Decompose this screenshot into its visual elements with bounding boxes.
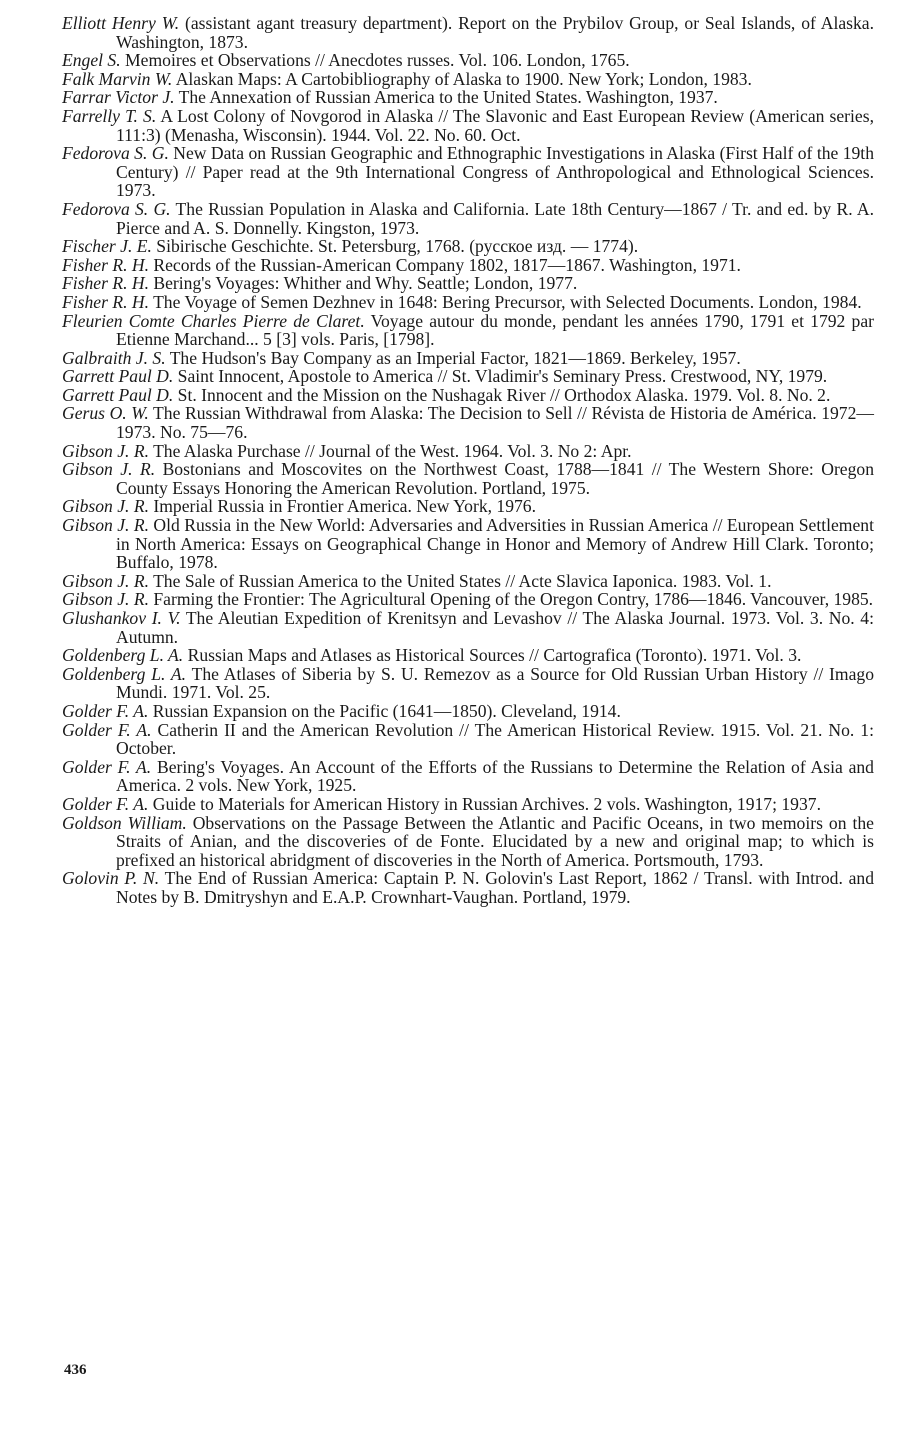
entry-author: Garrett Paul D.: [62, 366, 174, 387]
entry-text: The Hudson's Bay Company as an Imperial Factor, 1821—1869. Berkeley, 1957.: [165, 347, 741, 368]
bibliography-entry: [62, 312, 874, 349]
entry-text: Sibirische Geschichte. St. Petersburg, 1768. (русское изд. — 1774).: [151, 236, 639, 257]
entry-text: The Voyage of Semen Dezhnev in 1648: Bering Precursor, with Selected Documents. London, 1984.: [148, 291, 862, 312]
entry-author: Goldson William.: [62, 812, 187, 833]
bibliography-entry: [62, 274, 874, 293]
bibliography-entry: [62, 590, 874, 609]
bibliography-entry: [62, 144, 874, 200]
bibliography-entry: [62, 88, 874, 107]
entry-text: Alaskan Maps: A Cartobibliography of Alaska to 1900. New York; London, 1983.: [172, 68, 752, 89]
bibliography-entry: [62, 721, 874, 758]
entry-author: Farrelly T. S.: [62, 105, 157, 126]
entry-author: Gibson J. R.: [62, 459, 156, 480]
bibliography-entry: [62, 51, 874, 70]
entry-text: The Atlases of Siberia by S. U. Remezov as a Source for Old Russian Urban History // Imago Mundi. 1971. Vol. 25.: [116, 663, 874, 703]
entry-text: Catherin II and the American Revolution // The American Historical Review. 1915. Vol. 21. No. 1: October.: [116, 719, 874, 759]
bibliography-entry: [62, 442, 874, 461]
bibliography-entry: [62, 795, 874, 814]
entry-text: New Data on Russian Geographic and Ethnographic Investigations in Alaska (First Half of the 19th Century) // Paper read at the 9th International Congress of Anthropological and Ethnological Sciences. 1973.: [116, 143, 874, 201]
entry-author: Galbraith J. S.: [62, 347, 166, 368]
bibliography-entry: [62, 702, 874, 721]
entry-author: Goldenberg L. A.: [62, 663, 187, 684]
bibliography-entry: [62, 200, 874, 237]
entry-author: Fedorova S. G.: [62, 198, 171, 219]
entry-author: Elliott Henry W.: [62, 13, 180, 33]
bibliography-entry: [62, 814, 874, 870]
bibliography-entry: [62, 665, 874, 702]
entry-author: Glushankov I. V.: [62, 608, 181, 628]
entry-text: Russian Maps and Atlases as Historical Sources // Cartografica (Toronto). 1971. Vol. 3.: [183, 645, 802, 666]
entry-author: Fleurien Comte Charles Pierre de Claret.: [62, 310, 365, 331]
entry-text: Memoires et Observations // Anecdotes russes. Vol. 106. London, 1765.: [120, 50, 630, 71]
entry-author: Golder F. A.: [62, 719, 152, 740]
entry-text: The Russian Population in Alaska and California. Late 18th Century—1867 / Tr. and ed. by R. A. Pierce and A. S. Donnelly. Kingston, 1973.: [116, 198, 875, 238]
bibliography-entry: [62, 497, 874, 516]
entry-author: Fischer J. E.: [62, 236, 152, 257]
entry-text: Guide to Materials for American History in Russian Archives. 2 vols. Washington, 1917; 1937.: [148, 793, 821, 814]
bibliography-entry: [62, 609, 874, 646]
entry-text: The Alaska Purchase // Journal of the West. 1964. Vol. 3. No 2: Apr.: [148, 440, 632, 461]
entry-author: Fisher R. H.: [62, 273, 149, 294]
entry-text: Old Russia in the New World: Adversaries and Adversities in Russian America // European Settlement in North America: Essays on Geographical Change in Honor and Memory of Andrew Hill Clark. Toronto; Buffalo, 1978.: [116, 515, 874, 573]
entry-author: Gibson J. R.: [62, 570, 149, 591]
entry-author: Fisher R. H.: [62, 291, 149, 312]
entry-text: Saint Innocent, Apostole to America // St. Vladimir's Seminary Press. Crestwood, NY, 1979.: [173, 366, 828, 387]
page-number: 436: [64, 1362, 87, 1378]
bibliography-entry: [62, 646, 874, 665]
entry-text: Farming the Frontier: The Agricultural Opening of the Oregon Contry, 1786—1846. Vancouver, 1985.: [148, 589, 874, 610]
entry-text: Observations on the Passage Between the Atlantic and Pacific Oceans, in two memoirs on the Straits of Anian, and the discoveries of de Fonte. Elucidated by a new and original map; to which is prefixed an historical abridgment of discoveries in the North of America. Portsmouth, 1793.: [116, 812, 874, 870]
entry-text: Bering's Voyages. An Account of the Efforts of the Russians to Determine the Relation of Asia and America. 2 vols. New York, 1925.: [116, 756, 874, 796]
entry-author: Golder F. A.: [62, 700, 149, 721]
entry-text: The Aleutian Expedition of Krenitsyn and Levashov // The Alaska Journal. 1973. Vol. 3. No. 4: Autumn.: [116, 608, 874, 647]
bibliography-entry: [62, 404, 874, 441]
entry-author: Fedorova S. G.: [62, 143, 169, 164]
bibliography-entry: [62, 349, 874, 368]
entry-text: Records of the Russian-American Company 1802, 1817—1867. Washington, 1971.: [148, 254, 741, 275]
entry-author: Gerus O. W.: [62, 403, 149, 424]
entry-text: The Annexation of Russian America to the United States. Washington, 1937.: [174, 87, 718, 108]
entry-text: Bostonians and Moscovites on the Northwest Coast, 1788—1841 // The Western Shore: Oregon County Essays Honoring the American Revolution. Portland, 1975.: [116, 459, 874, 498]
entry-author: Falk Marvin W.: [62, 68, 173, 89]
entry-text: A Lost Colony of Novgorod in Alaska // The Slavonic and East European Review (American series, 111:3) (Menasha, Wisconsin). 1944. Vol. 22. No. 60. Oct.: [116, 105, 874, 145]
bibliography-entry: [62, 516, 874, 572]
bibliography-entry: [62, 367, 874, 386]
bibliography-entry: [62, 70, 874, 89]
bibliography-entry: [62, 572, 874, 591]
entry-author: Engel S.: [62, 50, 121, 71]
bibliography-entry: [62, 460, 874, 497]
entry-text: The Sale of Russian America to the United States // Acte Slavica Iaponica. 1983. Vol. 1.: [148, 570, 772, 591]
entry-author: Garrett Paul D.: [62, 384, 174, 405]
bibliography-entry: [62, 237, 874, 256]
entry-text: Bering's Voyages: Whither and Why. Seattle; London, 1977.: [148, 273, 578, 294]
entry-author: Golovin P. N.: [62, 868, 160, 889]
entry-text: St. Innocent and the Mission on the Nushagak River // Orthodox Alaska. 1979. Vol. 8. No. 2.: [173, 384, 831, 405]
entry-author: Farrar Victor J.: [62, 87, 175, 108]
entry-text: Russian Expansion on the Pacific (1641—1850). Cleveland, 1914.: [148, 700, 621, 721]
entry-author: Goldenberg L. A.: [62, 645, 184, 666]
entry-author: Gibson J. R.: [62, 440, 149, 461]
entry-author: Gibson J. R.: [62, 496, 149, 517]
entry-text: The End of Russian America: Captain P. N. Golovin's Last Report, 1862 / Transl. with Introd. and Notes by B. Dmitryshyn and E.A.P. Crownhart-Vaughan. Portland, 1979.: [116, 868, 874, 907]
entry-text: (assistant agant treasury department). Report on the Prybilov Group, or Seal Islands, of Alaska. Washington, 1873.: [116, 13, 875, 52]
entry-author: Golder F. A.: [62, 756, 152, 777]
bibliography-entry: [62, 758, 874, 795]
bibliography-entry: [62, 107, 874, 144]
bibliography-entry: [62, 869, 874, 906]
bibliography-entry: [62, 293, 874, 312]
entry-author: Fisher R. H.: [62, 254, 149, 275]
bibliography-list: [62, 14, 874, 907]
bibliography-entry: [62, 386, 874, 405]
entry-author: Gibson J. R.: [62, 515, 149, 536]
bibliography-entry: [62, 256, 874, 275]
entry-text: Imperial Russia in Frontier America. New York, 1976.: [148, 496, 536, 517]
entry-author: Gibson J. R.: [62, 589, 149, 610]
bibliography-entry: [62, 14, 874, 51]
entry-author: Golder F. A.: [62, 793, 149, 814]
entry-text: Voyage autour du monde, pendant les années 1790, 1791 et 1792 par Etienne Marchand... 5 [3] vols. Paris, [1798].: [116, 310, 874, 350]
entry-text: The Russian Withdrawal from Alaska: The Decision to Sell // Révista de Historia de América. 1972—1973. No. 75—76.: [116, 403, 874, 443]
